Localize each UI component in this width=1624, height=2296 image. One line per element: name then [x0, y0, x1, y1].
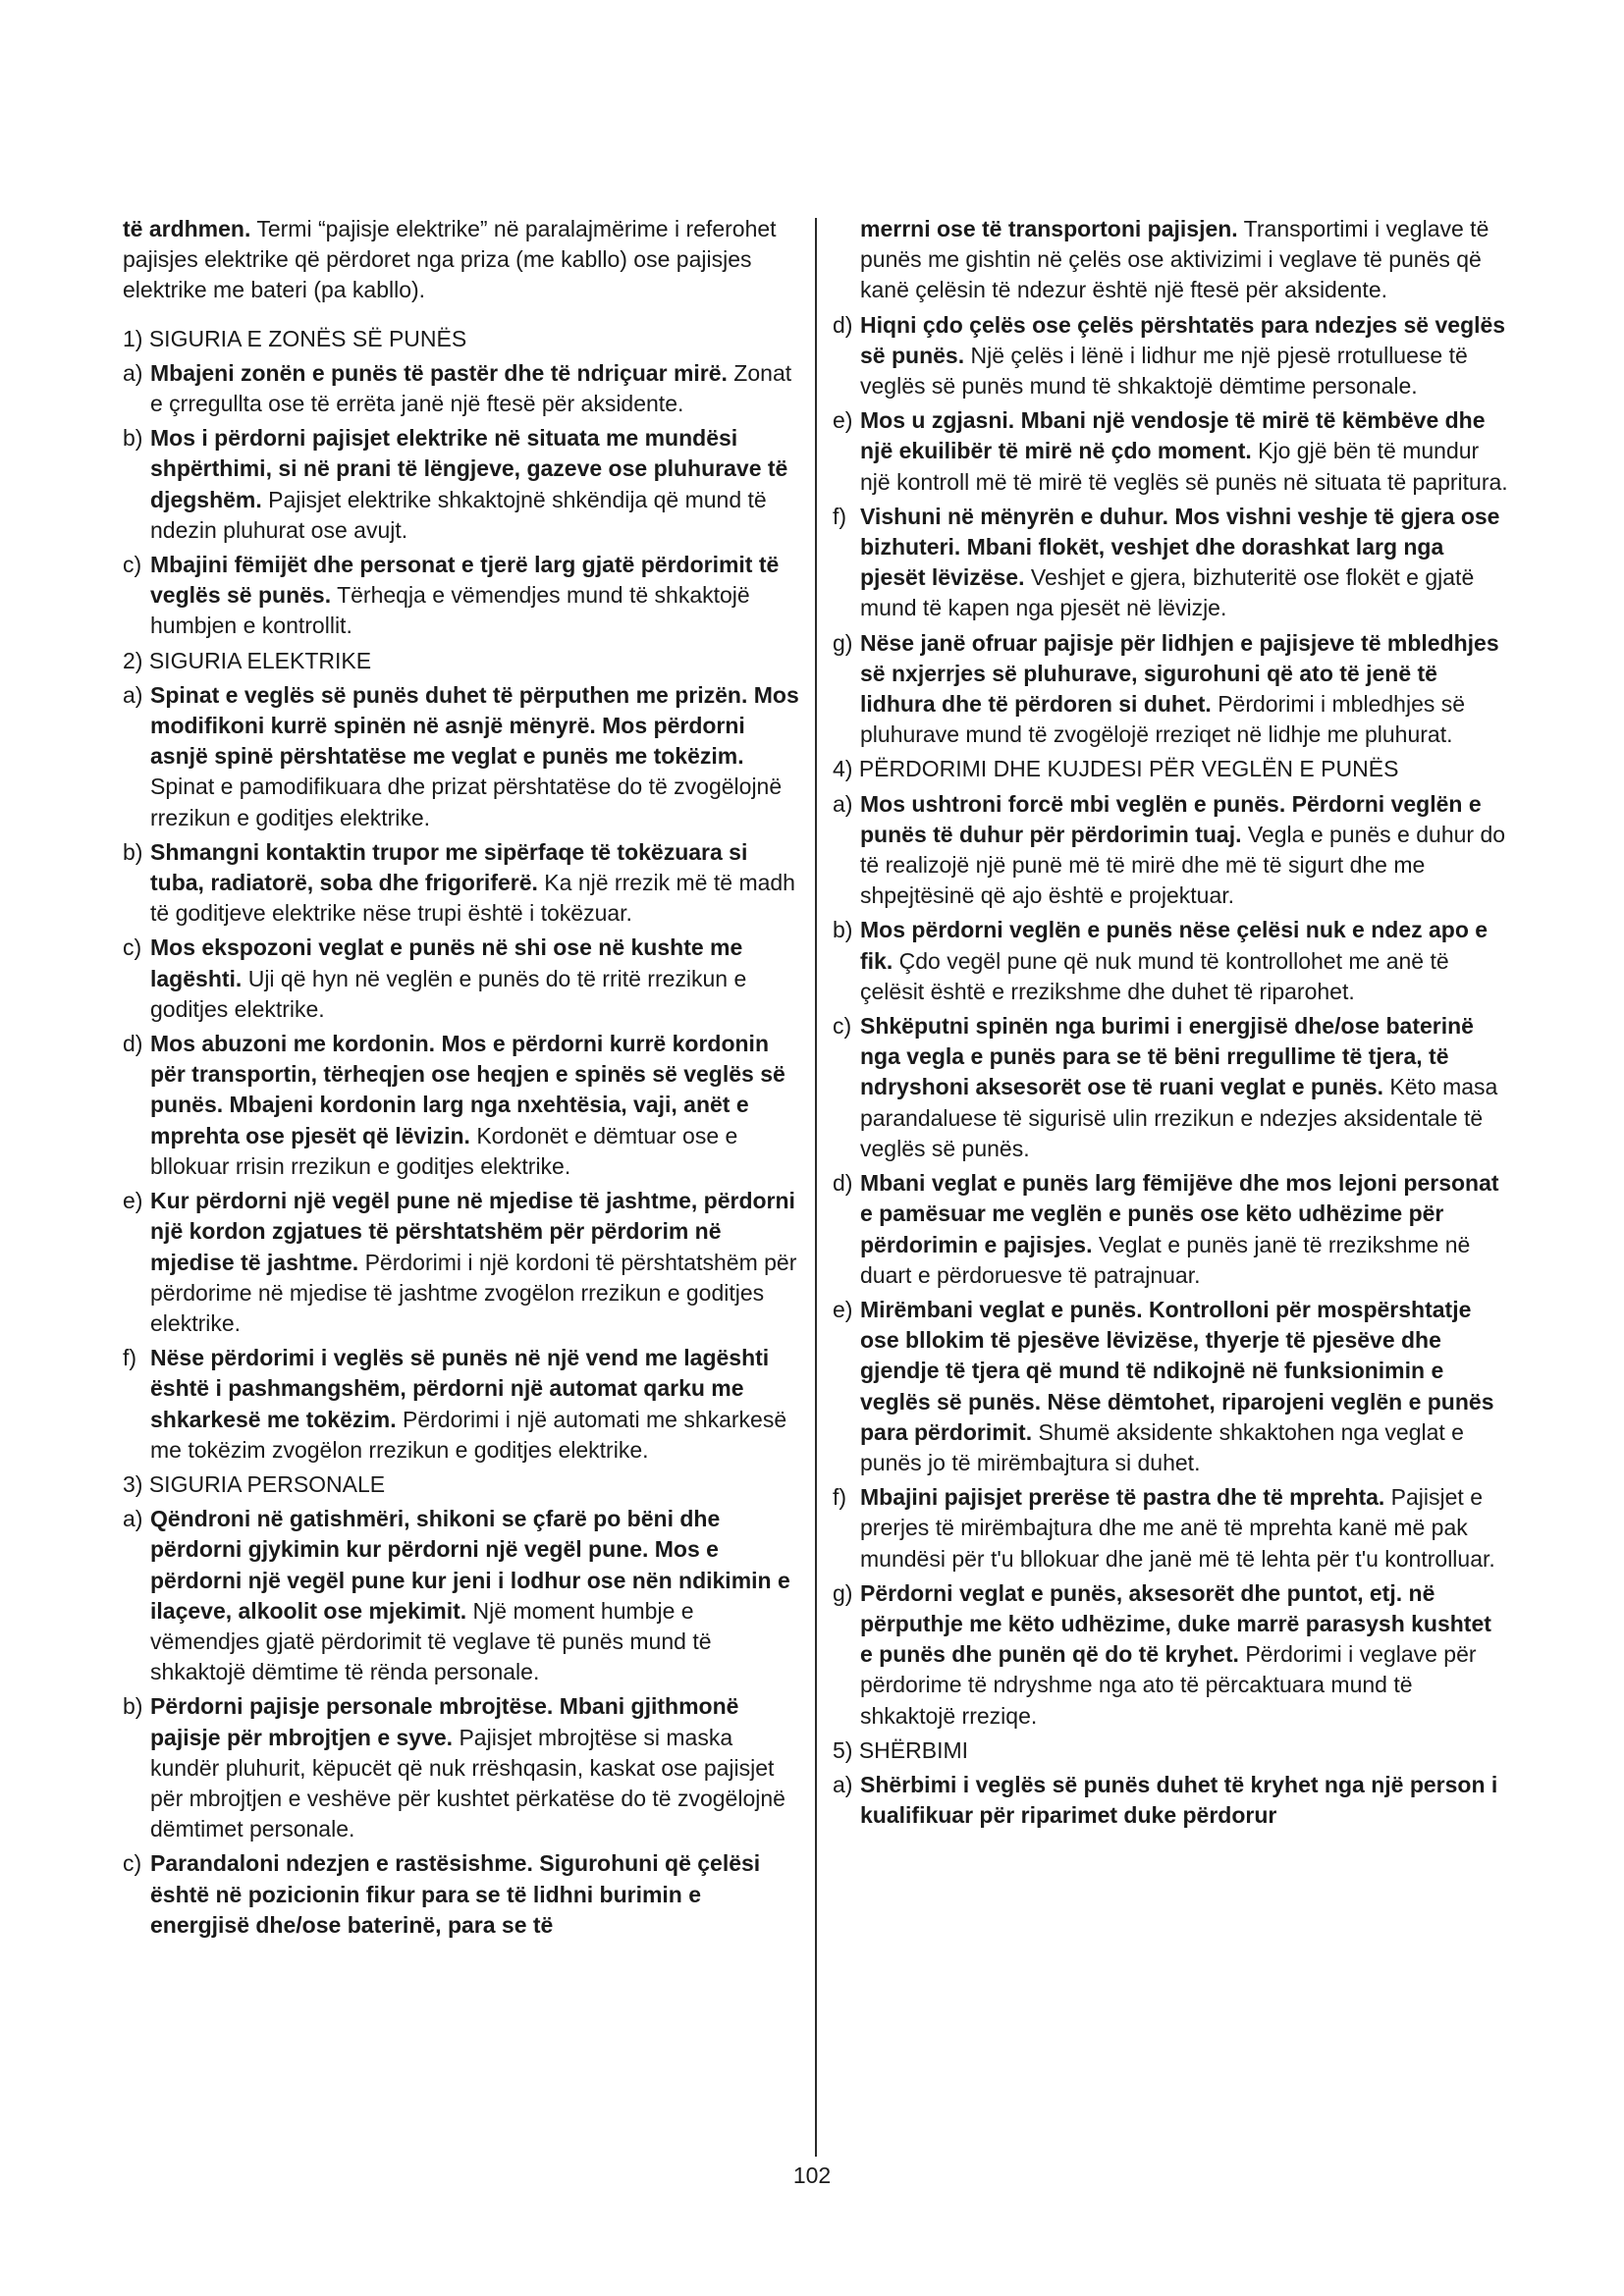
- list-item-label: e): [123, 1188, 143, 1214]
- body-text: Kordonët e dëmtuar ose e bllokuar rrisin rrezikun e goditjes elektrike.: [150, 1122, 738, 1179]
- list-item-body: [150, 1848, 800, 1941]
- body-text: Veshjet e gjera, bizhuteritë ose flokët e gjatë mund të kapen nga pjesët në lëvizje.: [860, 564, 1475, 621]
- list-item-body: [150, 1691, 800, 1844]
- body-text: Pajisjet mbrojtëse si maska kundër pluhurit, këpucët që nuk rrëshqasin, kaskat ose pajisjet për mbrojtjen e veshëve për kushtet përkatëse do të zvogëlojnë dëmtimet personale.: [150, 1724, 785, 1842]
- list-item: [123, 1343, 800, 1466]
- list-item-label: b): [123, 838, 143, 865]
- list-item-body: [150, 1186, 800, 1339]
- body-text: Spinat e pamodifikuara dhe prizat përshtatëse do të zvogëlojnë rrezikun e goditjes elektrike.: [150, 774, 783, 830]
- list-item-label: a): [123, 681, 143, 708]
- list-item: [123, 1848, 800, 1941]
- list-item-label: b): [123, 425, 143, 452]
- bold-text: Përdorni pajisje personale mbrojtëse. Mbani gjithmonë pajisje për mbrojtjen e syve.: [150, 1693, 739, 1750]
- list-item-body: [150, 1504, 800, 1687]
- bold-text: Parandaloni ndezjen e rastësishme. Sigurohuni që çelësi është në pozicionin fikur para se të lidhni burimin e energjisë dhe/ose baterinë, para se të: [150, 1850, 761, 1938]
- list-item: [833, 915, 1510, 1007]
- bold-text: Vishuni në mënyrën e duhur. Mos vishni veshje të gjera ose bizhuteri. Mbani flokët, veshjet dhe dorashkat larg nga pjesët lëvizëse.: [860, 503, 1500, 591]
- list-item-body: [150, 423, 800, 546]
- section-heading: 5) SHËRBIMI: [833, 1736, 969, 1763]
- bold-text: Mbajini pajisjet prerëse të pastra dhe të mprehta.: [860, 1484, 1385, 1511]
- bold-text: merrni ose të transportoni pajisjen.: [860, 216, 1238, 241]
- list-item-body: [150, 837, 800, 930]
- list-item-body: [150, 358, 800, 419]
- list-item: [123, 933, 800, 1025]
- body-text: Kjo gjë bën të mundur një kontroll më të mirë të veglës së punës në situata të papritura.: [860, 438, 1508, 495]
- list-item: [123, 550, 800, 642]
- bold-text: Qëndroni në gatishmëri, shikoni se çfarë po bëni dhe përdorni gjykimin kur përdorni një vegël pune. Mos e përdorni një vegël pune kur jeni i lodhur ose nën ndikimin e ilaçeve, alkoolit ose mjekimit.: [150, 1506, 790, 1624]
- paragraph: [833, 214, 1510, 306]
- body-text: Transportimi i veglave të punës me gishtin në çelës ose aktivizimi i veglave të punës që kanë çelësin të ndezur është një ftesë për aksidente.: [860, 216, 1489, 303]
- list-item-body: [150, 550, 800, 642]
- list-item: [123, 358, 800, 419]
- bold-text: Hiqni çdo çelës ose çelës përshtatës para ndezjes së veglës së punës.: [860, 311, 1506, 368]
- body-text: Vegla e punës e duhur do të realizojë një punë më të mirë dhe më të sigurt dhe me shpejtësinë që ajo është e projektuar.: [860, 821, 1506, 909]
- body-text: Një moment humbje e vëmendjes gjatë përdorimit të veglave të punës mund të shkaktojë dëmtime të rënda personale.: [150, 1597, 712, 1685]
- body-text: Pajisjet elektrike shkaktojnë shkëndija që mund të ndezin pluhurat ose avujt.: [150, 486, 767, 543]
- body-text: Përdorimi i veglave për përdorime të ndryshme nga ato të përcaktuara mund të shkaktojë rreziqe.: [860, 1641, 1477, 1729]
- list-item: [833, 1578, 1510, 1732]
- list-item: [833, 1168, 1510, 1291]
- bold-text: Shmangni kontaktin trupor me sipërfaqe të tokëzuara si tuba, radiatorë, soba dhe frigoriferë.: [150, 838, 748, 896]
- list-item: [123, 1186, 800, 1339]
- left-column: [123, 214, 800, 1941]
- body-text: Përdorimi i mbledhjes së pluhurave mund të zvogëlojë rreziqet në lidhje me pluhurat.: [860, 691, 1466, 748]
- list-item: [833, 628, 1510, 751]
- body-text: Ka një rrezik më të madh të goditjeve elektrike nëse trupi është i tokëzuar.: [150, 870, 795, 927]
- list-item-body: [860, 1578, 1510, 1732]
- body-text: Çdo vegël pune që nuk mund të kontrollohet me anë të çelësit është e rrezikshme dhe duhet të riparohet.: [860, 947, 1449, 1004]
- list-item-body: [150, 933, 800, 1025]
- bold-text: Mos abuzoni me kordonin. Mos e përdorni kurrë kordonin për transportin, tërheqjen ose heqjen e spinës së veglës së punës. Mbajeni kordonin larg nga nxehtësia, vaji, anët e mprehta ose pjesët që lëvizin.: [150, 1031, 785, 1148]
- list-item-body: [860, 789, 1510, 912]
- section-heading: 2) SIGURIA ELEKTRIKE: [123, 647, 372, 673]
- body-text: Uji që hyn në veglën e punës do të rritë rrezikun e goditjes elektrike.: [150, 965, 747, 1022]
- section-heading: 4) PËRDORIMI DHE KUJDESI PËR VEGLËN E PUNËS: [833, 756, 1399, 782]
- body-text: Zonat e çrregullta ose të errëta janë një ftesë për aksidente.: [150, 359, 792, 417]
- body-text: Një çelës i lënë i lidhur me një pjesë rrotulluese të veglës së punës mund të shkaktojë dëmtime personale.: [860, 342, 1468, 400]
- list-item-body: [860, 1168, 1510, 1291]
- right-column: [833, 214, 1510, 1831]
- body-text: Këto masa parandaluese të sigurisë ulin rrezikun e ndezjes aksidentale të veglës së punës.: [860, 1074, 1498, 1161]
- list-item: [123, 1029, 800, 1182]
- bold-text: Mbajeni zonën e punës të pastër dhe të ndriçuar mirë.: [150, 359, 728, 386]
- list-item: [833, 310, 1510, 402]
- column-divider: [815, 218, 817, 2157]
- section-heading: 1) SIGURIA E ZONËS SË PUNËS: [123, 325, 467, 351]
- list-item: [833, 405, 1510, 498]
- bold-text: Shkëputni spinën nga burimi i energjisë dhe/ose baterinë nga vegla e punës para se të bëni rregullime të tjera, të ndryshoni aksesorët ose të ruani veglat e punës.: [860, 1013, 1474, 1100]
- body-text: Tërheqja e vëmendjes mund të shkaktojë humbjen e kontrollit.: [150, 582, 750, 639]
- bold-text: Nëse janë ofruar pajisje për lidhjen e pajisjeve të mbledhjes së nxjerrjes së pluhurave, sigurohuni që ato të jenë të lidhura dhe të përdoren si duhet.: [860, 629, 1499, 718]
- body-text: Përdorimi i një kordoni të përshtatshëm për përdorime në mjedise të jashtme zvogëlon rrezikun e goditjes elektrike.: [150, 1249, 797, 1336]
- list-item: [833, 1295, 1510, 1478]
- list-item-body: [860, 628, 1510, 751]
- list-item: [123, 1504, 800, 1687]
- bold-text: Shërbimi i veglës së punës duhet të kryhet nga një person i kualifikuar për riparimet duke përdorur: [860, 1771, 1498, 1829]
- list-item-body: [860, 405, 1510, 498]
- list-item-body: [860, 1770, 1510, 1831]
- list-item-label: d): [833, 311, 853, 338]
- list-item-label: e): [833, 1296, 853, 1322]
- list-item-label: d): [833, 1170, 853, 1197]
- bold-text: Mos ushtroni forcë mbi veglën e punës. Përdorni veglën e punës të duhur për përdorimin tuaj.: [860, 790, 1482, 847]
- list-item-body: [150, 1029, 800, 1182]
- body-text: Shumë aksidente shkaktohen nga veglat e punës jo të mirëmbajtura si duhet.: [860, 1418, 1464, 1475]
- bold-text: Mbani veglat e punës larg fëmijëve dhe mos lejoni personat e pamësuar me veglën e punës ose këto udhëzime për përdorimin e pajisjes.: [860, 1170, 1499, 1257]
- list-item-label: a): [833, 1771, 853, 1797]
- list-item-body: [860, 502, 1510, 624]
- list-item-label: c): [123, 934, 142, 961]
- list-item-label: a): [833, 790, 853, 817]
- body-text: Përdorimi i një automati me shkarkesë me tokëzim zvogëlon rrezikun e goditjes elektrike.: [150, 1406, 787, 1463]
- list-item-label: c): [123, 1850, 142, 1877]
- list-item: [123, 680, 800, 833]
- page-number: 102: [792, 2163, 832, 2188]
- list-item: [833, 502, 1510, 624]
- section-heading: 3) SIGURIA PERSONALE: [123, 1470, 386, 1497]
- list-item: [833, 1011, 1510, 1164]
- list-item-label: c): [833, 1013, 852, 1040]
- bold-text: Mos përdorni veglën e punës nëse çelësi nuk e ndez apo e fik.: [860, 917, 1489, 974]
- body-text: Pajisjet e prerjes të mirëmbajtura dhe me anë të mprehta kanë më pak mundësi për t'u bllokuar dhe janë më të lehta për t'u kontrolluar.: [860, 1484, 1495, 1572]
- list-item-body: [860, 1295, 1510, 1478]
- list-item-body: [860, 915, 1510, 1007]
- bold-text: Spinat e veglës së punës duhet të përputhen me prizën. Mos modifikoni kurrë spinën në asnjë mënyrë. Mos përdorni asnjë spinë përshtatëse me veglat e punës me tokëzim.: [150, 681, 799, 770]
- list-item: [123, 1691, 800, 1844]
- list-item-label: b): [833, 917, 853, 943]
- list-item-label: g): [833, 629, 853, 656]
- list-item-label: b): [123, 1693, 143, 1720]
- list-item: [123, 837, 800, 930]
- list-item-label: f): [833, 503, 847, 529]
- bold-text: Kur përdorni një vegël pune në mjedise të jashtme, përdorni një kordon zgjatues të përshtatshëm për përdorim në mjedise të jashtme.: [150, 1188, 795, 1275]
- bold-text: Nëse përdorimi i veglës së punës në një vend me lagështi është i pashmangshëm, përdorni një automat qarku me shkarkesë me tokëzim.: [150, 1345, 770, 1432]
- list-item: [833, 1482, 1510, 1575]
- list-item: [123, 423, 800, 546]
- bold-text: Përdorni veglat e punës, aksesorët dhe puntot, etj. në përputhje me këto udhëzime, duke marrë parasysh kushtet e punës dhe punën që do të kryhet.: [860, 1579, 1491, 1668]
- list-item-body: [150, 1343, 800, 1466]
- bold-text: Mirëmbani veglat e punës. Kontrolloni për mospërshtatje ose bllokim të pjesëve lëvizëse, thyerje të pjesëve dhe gjendje të tjera që mund të ndikojnë në funksionimin e veglës së punës. Nëse dëmtohet, riparojeni veglën e punës para përdorimit.: [860, 1296, 1494, 1445]
- paragraph: [123, 214, 800, 306]
- list-item-label: f): [123, 1345, 137, 1371]
- list-item-label: c): [123, 552, 142, 578]
- list-item-body: [860, 310, 1510, 402]
- list-item-label: d): [123, 1031, 143, 1057]
- list-item-label: a): [123, 1506, 143, 1532]
- list-item-body: [860, 1011, 1510, 1164]
- list-item-label: e): [833, 407, 853, 434]
- list-item-label: a): [123, 359, 143, 386]
- bold-text: Mos i përdorni pajisjet elektrike në situata me mundësi shpërthimi, si në prani të lëngjeve, gazeve ose pluhurave të djegshëm.: [150, 425, 788, 512]
- body-text: Veglat e punës janë të rrezikshme në duart e përdoruesve të patrajnuar.: [860, 1231, 1471, 1288]
- list-item-body: [860, 1482, 1510, 1575]
- body-text: Termi “pajisje elektrike” në paralajmërime i referohet pajisjes elektrike që përdoret nga priza (me kabllo) ose pajisjes elektrike me bateri (pa kabllo).: [123, 216, 777, 303]
- list-item: [833, 1770, 1510, 1831]
- bold-text: të ardhmen.: [123, 216, 251, 241]
- bold-text: Mos u zgjasni. Mbani një vendosje të mirë të këmbëve dhe një ekuilibër të mirë në çdo moment.: [860, 407, 1486, 464]
- bold-text: Mbajini fëmijët dhe personat e tjerë larg gjatë përdorimit të veglës së punës.: [150, 552, 780, 609]
- list-item-label: g): [833, 1579, 853, 1606]
- bold-text: Mos ekspozoni veglat e punës në shi ose në kushte me lagështi.: [150, 934, 743, 991]
- list-item-body: [150, 680, 800, 833]
- list-item: [833, 789, 1510, 912]
- list-item-label: f): [833, 1484, 847, 1511]
